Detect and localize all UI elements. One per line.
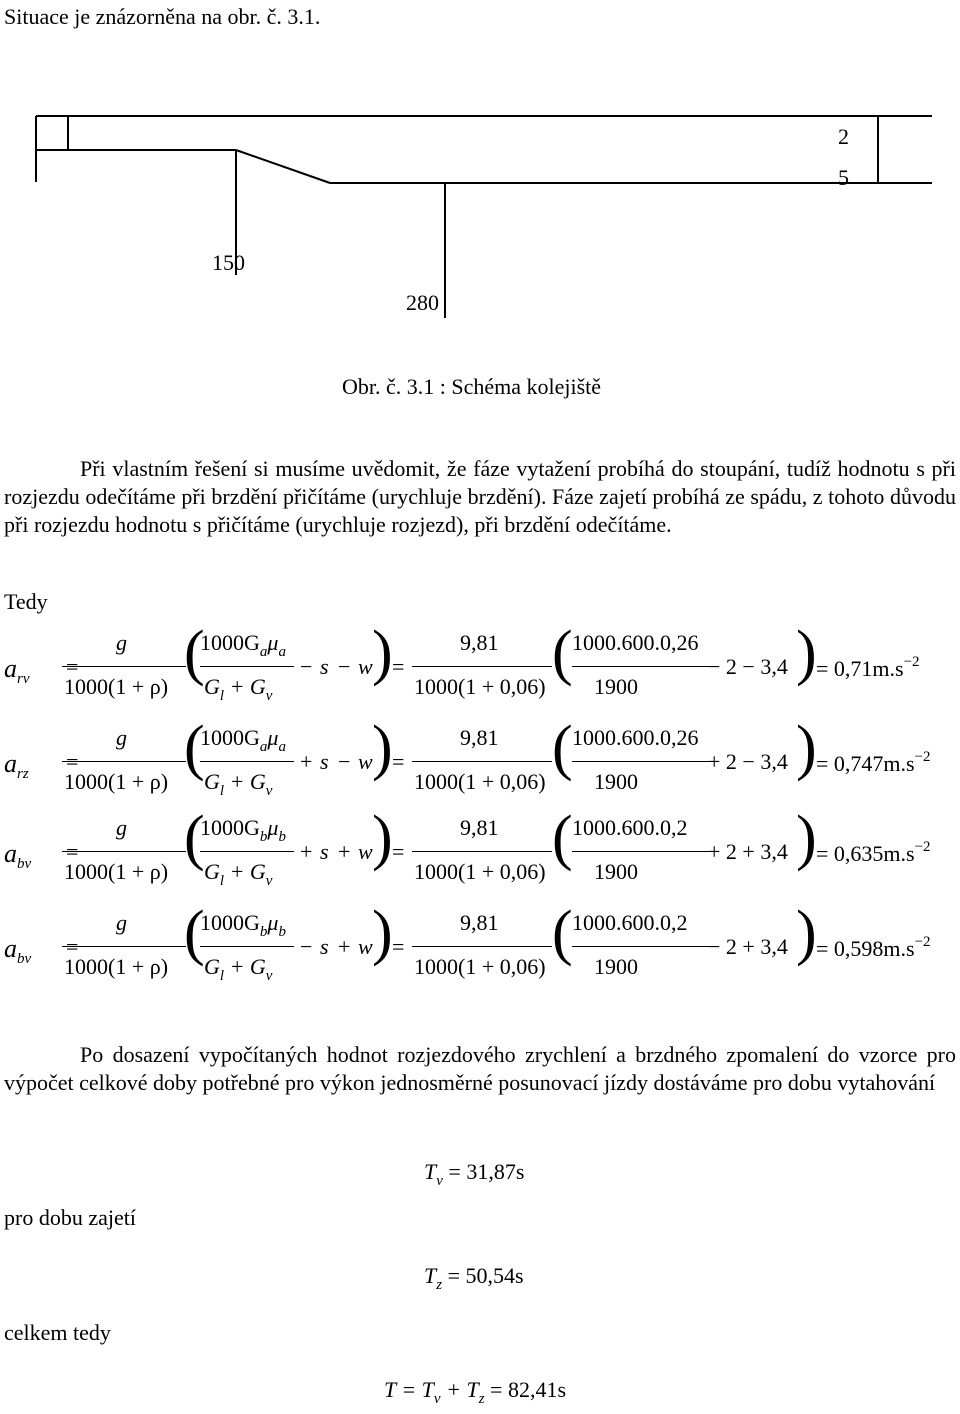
- equation-1: $a_{rv}$ = g 1000(1 + ρ) ( $1000G_a\mu_a$ $G_l + G_v$ − s − w ) = 9,81 1000(1 + 0,06) ( 1000.600.0,26 1900 − 2 − 3,4 ) = $0,71m.s^{-2}$: [4, 619, 920, 704]
- eq-981: 9,81: [460, 630, 499, 655]
- total-sub-z: z: [478, 1391, 485, 1407]
- eq-g: g: [116, 725, 127, 750]
- eq-981: 9,81: [460, 725, 499, 750]
- eq-g: g: [116, 815, 127, 840]
- tv-equation: [424, 1157, 524, 1196]
- eq-num: $1000G_b\mu_b$: [200, 910, 286, 940]
- eq-sign2: +: [338, 839, 351, 864]
- eq-s: s: [320, 654, 329, 679]
- eq-w: w: [358, 749, 373, 774]
- eq-const-signs: + 2 − 3,4: [708, 749, 788, 774]
- figure-caption: Obr. č. 3.1 : Schéma kolejiště: [342, 374, 602, 399]
- eq-equals-1: =: [66, 654, 79, 679]
- eq-den1: 1000(1 + ρ): [64, 859, 169, 884]
- eq-lhs: $a_{rz}$: [4, 749, 29, 782]
- eq-num: $1000G_a\mu_a$: [200, 725, 286, 755]
- eq-equals-2: =: [392, 839, 405, 864]
- tedy-label: Tedy: [4, 589, 48, 614]
- eq-result: = $0,71m.s^{-2}$: [816, 654, 920, 681]
- intro-text: Situace je znázorněna na obr. č. 3.1.: [4, 4, 321, 29]
- eq-s: s: [320, 839, 329, 864]
- eq-lhs: $a_{bv}$: [4, 934, 32, 967]
- eq-num2: 1000.600.0,26: [572, 725, 699, 750]
- tz-symbol: T: [424, 1263, 437, 1288]
- eq-w: w: [358, 839, 373, 864]
- eq-w: w: [358, 934, 373, 959]
- tv-sub: v: [436, 1173, 443, 1189]
- total-equation: [384, 1375, 566, 1414]
- eq-equals-2: =: [392, 654, 405, 679]
- eq-1900: 1900: [594, 674, 638, 699]
- eq-den-num: 1000(1 + 0,06): [414, 954, 546, 979]
- eq-den-num: 1000(1 + 0,06): [414, 769, 546, 794]
- eq-sign2: −: [338, 749, 351, 774]
- eq-equals-1: =: [66, 934, 79, 959]
- eq-den-num: 1000(1 + 0,06): [414, 859, 546, 884]
- eq-result: = $0,747m.s^{-2}$: [816, 749, 931, 776]
- eq-981: 9,81: [460, 910, 499, 935]
- eq-1900: 1900: [594, 954, 638, 979]
- eq-den-g: $G_l + G_v$: [204, 769, 273, 799]
- eq-result: = $0,598m.s^{-2}$: [816, 934, 931, 961]
- switch-branch-line: [236, 150, 330, 183]
- equation-4: $a_{bv}$ = g 1000(1 + ρ) ( $1000G_b\mu_b$ $G_l + G_v$ − s + w ) = 9,81 1000(1 + 0,06) ( 1000.600.0,2 1900 − 2 + 3,4 ) = $0,598m.s^{-2}$: [4, 899, 931, 984]
- eq-sign1: +: [300, 839, 313, 864]
- eq-981: 9,81: [460, 815, 499, 840]
- eq-den1: 1000(1 + ρ): [64, 954, 169, 979]
- tz-sub: z: [436, 1277, 443, 1293]
- eq-s: s: [320, 934, 329, 959]
- eq-s: s: [320, 749, 329, 774]
- eq-w: w: [358, 654, 373, 679]
- eq-equals-1: =: [66, 839, 79, 864]
- eq-sign2: +: [338, 934, 351, 959]
- eq-g: g: [116, 630, 127, 655]
- dimension-280: 280: [406, 290, 439, 315]
- eq-const-signs: − 2 − 3,4: [708, 654, 788, 679]
- pro-dobu-zajeti: pro dobu zajetí: [4, 1205, 136, 1230]
- eq-g: g: [116, 910, 127, 935]
- dimension-2: 2: [838, 124, 849, 149]
- total-lhs: T = T: [384, 1377, 434, 1402]
- eq-num2: 1000.600.0,2: [572, 910, 688, 935]
- eq-lhs: $a_{rv}$: [4, 654, 30, 687]
- eq-result: = $0,635m.s^{-2}$: [816, 839, 931, 866]
- tv-symbol: T: [424, 1159, 437, 1184]
- eq-const-signs: + 2 + 3,4: [708, 839, 788, 864]
- eq-const-signs: − 2 + 3,4: [708, 934, 788, 959]
- total-sub-v: v: [433, 1391, 441, 1407]
- eq-den-g: $G_l + G_v$: [204, 674, 273, 704]
- track-diagram: [0, 100, 960, 340]
- equation-2: $a_{rz}$ = g 1000(1 + ρ) ( $1000G_a\mu_a$ $G_l + G_v$ + s − w ) = 9,81 1000(1 + 0,06) ( 1000.600.0,26 1900 + 2 − 3,4 ) = $0,747m.s^{-2}$: [4, 714, 931, 799]
- eq-1900: 1900: [594, 769, 638, 794]
- eq-num: $1000G_a\mu_a$: [200, 630, 286, 660]
- eq-den-num: 1000(1 + 0,06): [414, 674, 546, 699]
- dimension-5: 5: [838, 165, 849, 190]
- tv-value: = 31,87s: [448, 1159, 525, 1184]
- eq-den1: 1000(1 + ρ): [64, 674, 169, 699]
- eq-equals-1: =: [66, 749, 79, 774]
- eq-num2: 1000.600.0,2: [572, 815, 688, 840]
- eq-equals-2: =: [392, 749, 405, 774]
- eq-den1: 1000(1 + ρ): [64, 769, 169, 794]
- celkem-tedy: celkem tedy: [4, 1320, 111, 1345]
- total-value: = 82,41s: [484, 1377, 566, 1402]
- eq-lhs: $a_{bv}$: [4, 839, 32, 872]
- tz-equation: [424, 1261, 524, 1300]
- eq-sign1: −: [300, 654, 313, 679]
- equation-3: $a_{bv}$ = g 1000(1 + ρ) ( $1000G_b\mu_b$ $G_l + G_v$ + s + w ) = 9,81 1000(1 + 0,06) ( 1000.600.0,2 1900 + 2 + 3,4 ) = $0,635m.s^{-2}$: [4, 804, 931, 889]
- eq-den-g: $G_l + G_v$: [204, 954, 273, 984]
- eq-sign2: −: [338, 654, 351, 679]
- eq-num2: 1000.600.0,26: [572, 630, 699, 655]
- eq-num: $1000G_b\mu_b$: [200, 815, 286, 845]
- dimension-150: 150: [212, 250, 245, 275]
- eq-sign1: +: [300, 749, 313, 774]
- total-mid: + T: [440, 1377, 479, 1402]
- eq-sign1: −: [300, 934, 313, 959]
- paragraph-2: Po dosazení vypočítaných hodnot rozjezdového zrychlení a brzdného zpomalení do vzorce pro výpočet celkové doby potřebné pro výkon jednosměrné posunovací jízdy dostáváme pro dobu vytahování: [4, 1042, 956, 1095]
- eq-1900: 1900: [594, 859, 638, 884]
- eq-equals-2: =: [392, 934, 405, 959]
- eq-den-g: $G_l + G_v$: [204, 859, 273, 889]
- tz-value: = 50,54s: [447, 1263, 524, 1288]
- paragraph-1: Při vlastním řešení si musíme uvědomit, že fáze vytažení probíhá do stoupání, tudíž hodnotu s při rozjezdu odečítáme při brzdění přičítáme (urychluje brzdění). Fáze zajetí probíhá ze spádu, z tohoto důvodu při rozjezdu hodnotu s přičítáme (urychluje rozjezd), při brzdění odečítáme.: [4, 456, 956, 537]
